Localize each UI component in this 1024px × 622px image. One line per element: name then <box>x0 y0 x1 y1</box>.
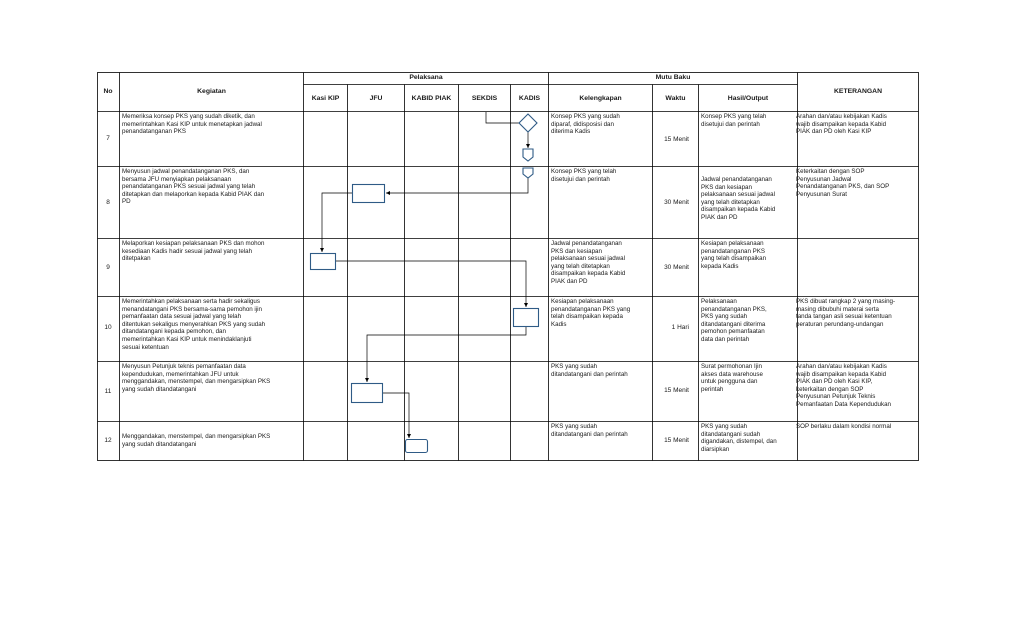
row-8-keterangan: Keterkaitan dengan SOP Penyusunan Jadwal Penandatanganan PKS, dan SOP Penyusunan Surat <box>796 168 890 198</box>
row-12-kegiatan: Menggandakan, menstempel, dan mengarsipkan PKS yang sudah ditandatangani <box>122 433 271 448</box>
row-10-kegiatan: Memerintahkan pelaksanaan serta hadir sekaligus menandatangani PKS bersama-sama pemohon ijin pemanfaatan data sesuai jadwal yang telah ditentukan sekaligus menyerahkan PKS yang sudah ditandatangani kepada pemohon, dan memerintahkan Kasi KIP untuk menindaklanjuti sesuai ketentuan <box>122 298 266 351</box>
header-actor-sekdis: SEKDIS <box>471 95 498 102</box>
row-10-waktu: 1 Hari <box>671 324 689 331</box>
process-box-kasikip-9 <box>311 254 336 270</box>
row-8-no: 8 <box>106 199 110 206</box>
header-pelaksana: Pelaksana <box>409 74 443 81</box>
header-mutu-baku: Mutu Baku <box>655 74 691 81</box>
row-7-no: 7 <box>106 135 110 142</box>
row-11-hasil: Surat permohonan Ijin akses data warehouse untuk pengguna dan perintah <box>701 363 763 393</box>
offpage-connector-out <box>523 149 533 161</box>
header-actor-kasi-kip: Kasi KIP <box>311 95 340 102</box>
process-box-jfu-8 <box>353 185 385 203</box>
row-8-hasil: Jadwal penandatanganan PKS dan kesiapan pelaksanaan sesuai jadwal yang telah ditetapkan disampaikan kepada Kabid PIAK dan PD <box>701 176 776 221</box>
row-12-waktu: 15 Menit <box>664 437 689 444</box>
header-waktu: Waktu <box>665 95 686 102</box>
row-10-kelengkapan: Kesiapan pelaksanaan penandatanganan PKS yang telah disampaikan kepada Kadis <box>551 298 631 328</box>
header-keterangan: KETERANGAN <box>834 88 882 95</box>
row-9-no: 9 <box>106 264 110 271</box>
row-11-keterangan: Arahan dan/atau kebijakan Kadis wajib disampaikan kepada Kabid PIAK dan PD oleh Kasi KIP, keterkaitan dengan SOP Penyusunan Petunjuk Teknis Pemanfaatan Data Kependudukan <box>796 363 891 408</box>
row-9-kelengkapan: Jadwal penandatanganan PKS dan kesiapan pelaksanaan sesuai jadwal yang telah ditetapkan disampaikan kepada Kabid PIAK dan PD <box>551 240 626 285</box>
header-no: No <box>103 88 113 95</box>
header-kegiatan: Kegiatan <box>197 88 226 95</box>
row-7-keterangan: Arahan dan/atau kebijakan Kadis wajib disampaikan kepada Kabid PIAK dan PD oleh Kasi KIP <box>796 113 887 136</box>
row-11-no: 11 <box>104 388 112 395</box>
row-11-kelengkapan: PKS yang sudah ditandatangani dan perintah <box>551 363 628 378</box>
row-12-no: 12 <box>104 437 112 444</box>
header-hasil-output: Hasil/Output <box>727 95 769 102</box>
row-10-hasil: Pelaksanaan penandatanganan PKS, PKS yang sudah ditandatangani diterima pemohon pemanfaatan data dan perintah <box>701 298 767 343</box>
row-12-kelengkapan: PKS yang sudah ditandatangani dan perintah <box>551 423 628 438</box>
row-10-keterangan: PKS dibuat rangkap 2 yang masing- masing dibubuhi materai serta tanda tangan asli sesuai ketentuan peraturan perundang-undangan <box>796 298 896 328</box>
row-9-kegiatan: Melaporkan kesiapan pelaksanaan PKS dan mohon kesediaan Kadis hadir sesuai jadwal yang telah ditetpakan <box>122 240 265 263</box>
offpage-connector-in <box>523 168 533 178</box>
header-actor-kadis: KADIS <box>518 95 541 102</box>
row-11-kegiatan: Menyusun Petunjuk teknis pemanfaatan data kependudukan, memerintahkan JFU untuk menggandakan, menstempel, dan mengarsipkan PKS yang sudah ditandatangani <box>122 363 271 393</box>
row-9-hasil: Kesiapan pelaksanaan penandatanganan PKS yang telah disampaikan kepada Kadis <box>701 240 767 270</box>
header-actor-jfu: JFU <box>369 95 383 102</box>
header-actor-kabid-piak: KABID PIAK <box>411 95 452 102</box>
row-7-waktu: 15 Menit <box>664 136 689 143</box>
row-12-hasil: PKS yang sudah ditandatangani sudah digandakan, distempel, dan diarsipkan <box>701 423 777 453</box>
row-7-kegiatan: Memeriksa konsep PKS yang sudah diketik, dan memerintahkan Kasi KIP untuk menetapkan jadwal penandatanganan PKS <box>122 113 262 136</box>
row-8-kelengkapan: Konsep PKS yang telah disetujui dan perintah <box>551 168 617 183</box>
row-12-keterangan: SOP berlaku dalam kondisi normal <box>796 423 892 430</box>
row-9-waktu: 30 Menit <box>664 264 689 271</box>
row-8-waktu: 30 Menit <box>664 199 689 206</box>
row-7-kelengkapan: Konsep PKS yang sudah diparaf, didisposisi dan diterima Kadis <box>551 113 620 136</box>
process-box-kadis-10 <box>514 309 539 327</box>
process-box-jfu-11 <box>352 384 383 403</box>
row-8-kegiatan: Menyusun jadwal penandatanganan PKS, dan bersama JFU menyiapkan pelaksanaan penandatanganan PKS sesuai jadwal yang telah ditetapkan dan melaporkan kepada Kabid PIAK dan PD <box>122 168 265 206</box>
row-10-no: 10 <box>104 324 112 331</box>
terminator-kabid-12 <box>406 440 428 453</box>
row-11-waktu: 15 Menit <box>664 387 689 394</box>
row-7-hasil: Konsep PKS yang telah disetujui dan perintah <box>701 113 767 128</box>
header-kelengkapan: Kelengkapan <box>579 95 622 102</box>
decision-diamond <box>519 114 537 132</box>
